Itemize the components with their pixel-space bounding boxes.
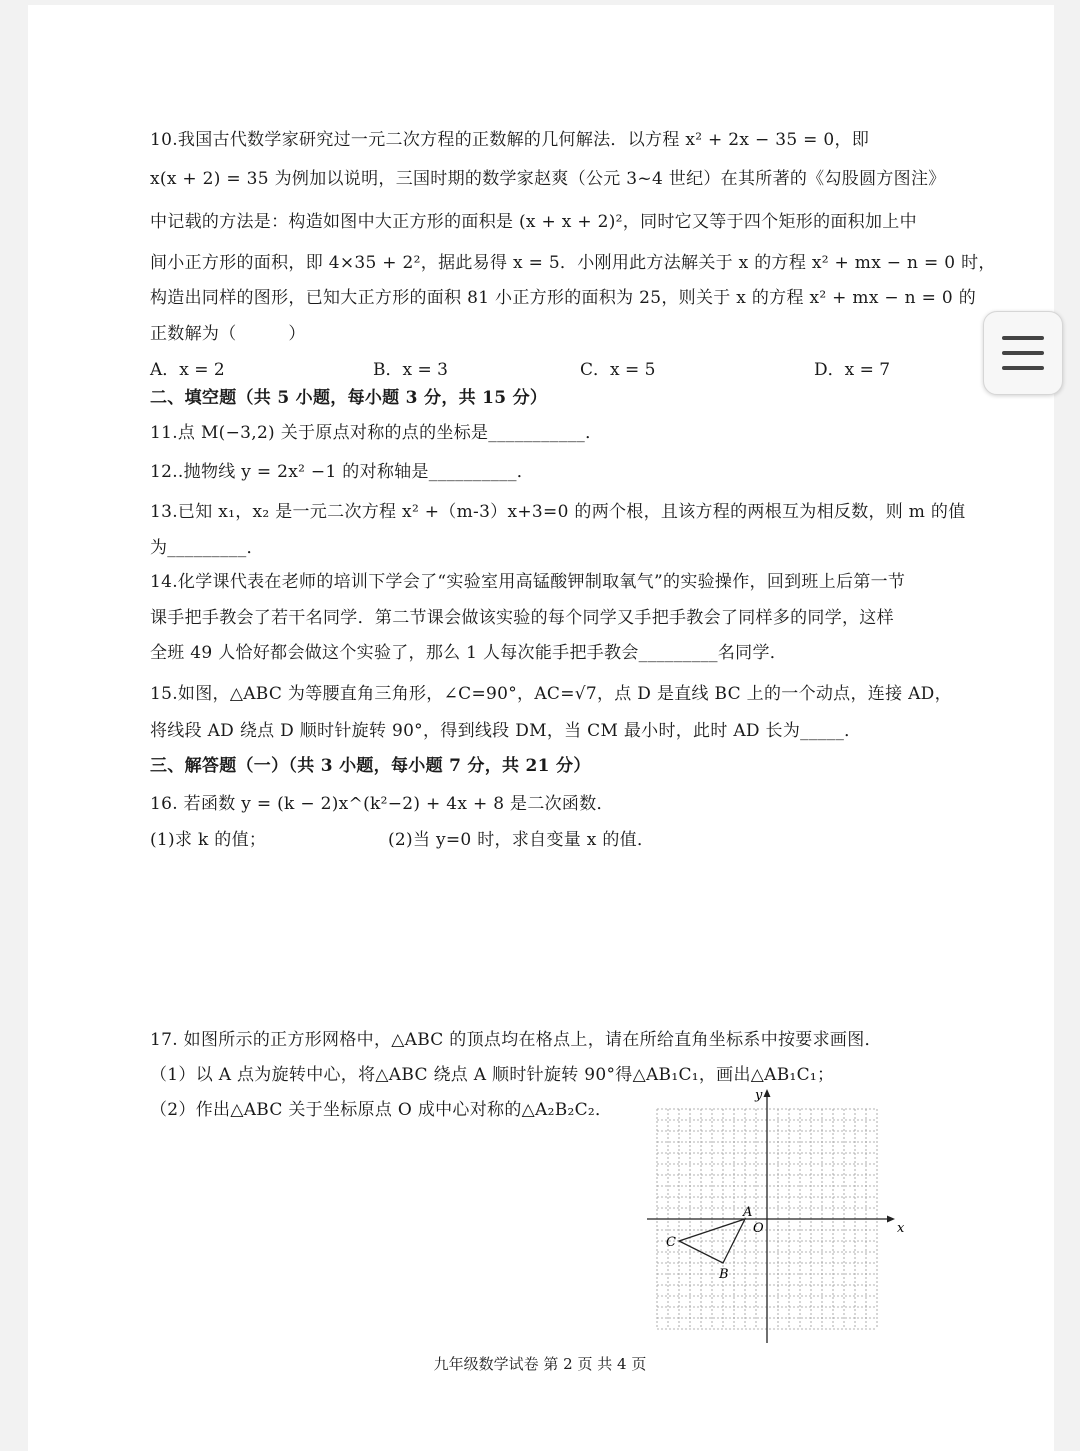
origin-label: O [753, 1221, 764, 1236]
q17-line-1: 17. 如图所示的正方形网格中，△ABC 的顶点均在格点上，请在所给直角坐标系中按要求画图． [150, 1030, 882, 1050]
q10-line-2: x(x + 2) = 35 为例加以说明，三国时期的数学家赵爽（公元 3~4 世纪）在其所著的《勾股圆方图注》 [150, 169, 946, 189]
page-footer: 九年级数学试卷 第 2 页 共 4 页 [433, 1355, 647, 1373]
q12-text: 12..抛物线 y = 2x² −1 的对称轴是__________． [150, 462, 535, 482]
q17-line-2: （1）以 A 点为旋转中心，将△ABC 绕点 A 顺时针旋转 90°得△AB₁C₁，画出△AB₁C₁； [150, 1065, 835, 1085]
point-a-label: A [743, 1205, 753, 1220]
menu-icon-bar [1002, 351, 1044, 355]
coordinate-grid-figure [640, 1086, 905, 1348]
menu-button[interactable] [983, 311, 1063, 395]
q10-line-3: 中记载的方法是：构造如图中大正方形的面积是 (x + x + 2)²，同时它又等于四个矩形的面积加上中 [150, 212, 917, 232]
q10-line-4: 间小正方形的面积，即 4×35 + 2²，据此易得 x = 5．小刚用此方法解关于 x 的方程 x² + mx − n = 0 时， [150, 253, 996, 273]
section-2-heading: 二、填空题（共 5 小题，每小题 3 分，共 15 分） [150, 388, 548, 408]
q15-line-1: 15.如图，△ABC 为等腰直角三角形，∠C=90°，AC=√7，点 D 是直线 BC 上的一个动点，连接 AD， [150, 684, 952, 704]
q16-line-1: 16. 若函数 y = (k − 2)x^(k²−2) + 4x + 8 是二次函数． [150, 794, 614, 814]
q10-line-1: 10.我国古代数学家研究过一元二次方程的正数解的几何解法．以方程 x² + 2x − 35 = 0，即 [150, 130, 870, 150]
q14-line-3: 全班 49 人恰好都会做这个实验了，那么 1 人每次能手把手教会_________名同学． [150, 643, 788, 663]
q10-option-a: A．x = 2 [150, 360, 225, 380]
q10-option-c: C．x = 5 [580, 360, 656, 380]
section-3-heading: 三、解答题（一）（共 3 小题，每小题 7 分，共 21 分） [150, 756, 591, 776]
q10-line-6: 正数解为（ ） [150, 324, 306, 344]
y-axis-arrow-icon [764, 1089, 771, 1097]
x-axis-label: x [897, 1221, 905, 1236]
q14-line-2: 课手把手教会了若干名同学．第二节课会做该实验的每个同学又手把手教会了同样多的同学，这样 [150, 608, 894, 628]
x-axis-arrow-icon [887, 1216, 895, 1223]
point-c-label: C [666, 1235, 676, 1250]
q13-line-1: 13.已知 x₁，x₂ 是一元二次方程 x² +（m-3）x+3=0 的两个根，且该方程的两根互为相反数，则 m 的值 [150, 502, 966, 522]
q15-line-2: 将线段 AD 绕点 D 顺时针旋转 90°，得到线段 DM，当 CM 最小时，此时 AD 长为_____． [150, 721, 862, 741]
y-axis-label: y [755, 1088, 763, 1103]
point-b-label: B [719, 1267, 729, 1282]
q11-text: 11.点 M(−3,2) 关于原点对称的点的坐标是___________． [150, 423, 603, 443]
q16-part-2: (2)当 y=0 时，求自变量 x 的值． [388, 830, 655, 850]
menu-icon-bar [1002, 366, 1044, 370]
q13-line-2: 为_________． [150, 538, 264, 558]
q10-option-d: D．x = 7 [814, 360, 891, 380]
q10-line-5: 构造出同样的图形，已知大正方形的面积 81 小正方形的面积为 25，则关于 x 的方程 x² + mx − n = 0 的 [150, 288, 977, 308]
q10-option-b: B．x = 3 [373, 360, 448, 380]
q14-line-1: 14.化学课代表在老师的培训下学会了“实验室用高锰酸钾制取氧气”的实验操作，回到班上后第一节 [150, 572, 906, 592]
menu-icon-bar [1002, 336, 1044, 340]
q16-part-1: (1)求 k 的值； [150, 830, 267, 850]
q17-line-3: （2）作出△ABC 关于坐标原点 O 成中心对称的△A₂B₂C₂． [150, 1100, 613, 1120]
